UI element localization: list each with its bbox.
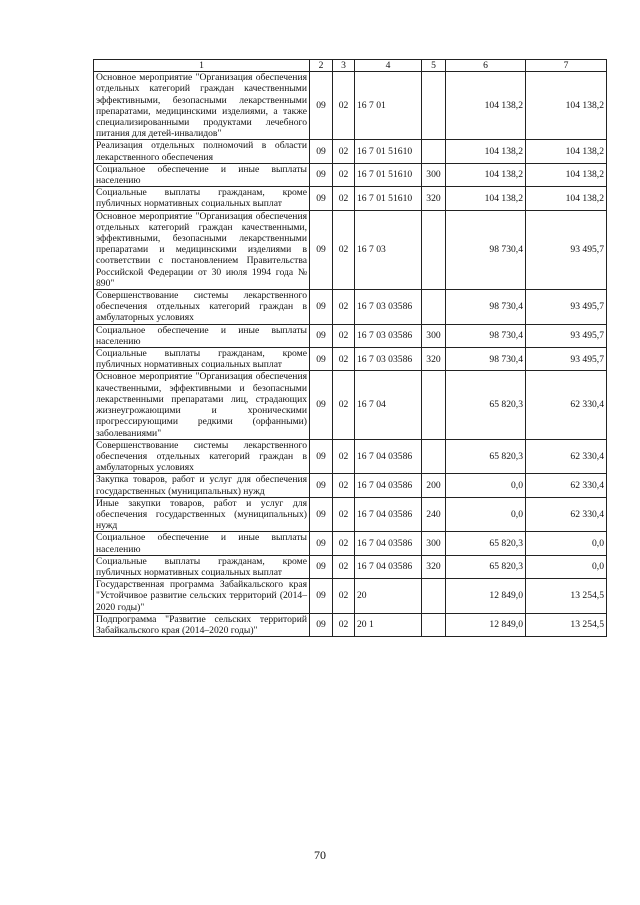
amount-year2-cell: 13 254,5 xyxy=(526,613,607,636)
subsection-cell: 02 xyxy=(333,72,355,140)
table-row xyxy=(94,613,607,636)
table-row xyxy=(94,439,607,474)
expense-type-cell xyxy=(422,579,446,614)
amount-year2-cell: 62 330,4 xyxy=(526,497,607,532)
amount-year2-cell: 62 330,4 xyxy=(526,439,607,474)
target-article-cell: 20 xyxy=(355,579,422,614)
amount-year1-cell: 12 849,0 xyxy=(446,613,526,636)
section-cell: 09 xyxy=(310,140,333,163)
header-cell: 4 xyxy=(355,60,422,72)
amount-year2-cell: 93 495,7 xyxy=(526,290,607,325)
table-row xyxy=(94,555,607,578)
amount-year2-cell: 62 330,4 xyxy=(526,474,607,497)
section-cell: 09 xyxy=(310,439,333,474)
row-name-cell: Государственная программа Забайкальского края "Устойчивое развитие сельских территорий (2014–2020 годы)" xyxy=(94,579,310,614)
target-article-cell: 16 7 04 03586 xyxy=(355,555,422,578)
expense-type-cell: 300 xyxy=(422,163,446,186)
amount-year1-cell: 98 730,4 xyxy=(446,324,526,347)
amount-year1-cell: 104 138,2 xyxy=(446,187,526,210)
row-name-cell: Социальное обеспечение и иные выплаты населению xyxy=(94,532,310,555)
table-row xyxy=(94,348,607,371)
section-cell: 09 xyxy=(310,613,333,636)
section-cell: 09 xyxy=(310,474,333,497)
section-cell: 09 xyxy=(310,72,333,140)
row-name-cell: Социальное обеспечение и иные выплаты населению xyxy=(94,324,310,347)
amount-year2-cell: 0,0 xyxy=(526,532,607,555)
section-cell: 09 xyxy=(310,532,333,555)
table-row xyxy=(94,497,607,532)
expense-type-cell xyxy=(422,210,446,289)
amount-year1-cell: 104 138,2 xyxy=(446,140,526,163)
expense-type-cell xyxy=(422,613,446,636)
subsection-cell: 02 xyxy=(333,439,355,474)
subsection-cell: 02 xyxy=(333,324,355,347)
amount-year2-cell: 62 330,4 xyxy=(526,371,607,439)
subsection-cell: 02 xyxy=(333,532,355,555)
target-article-cell: 20 1 xyxy=(355,613,422,636)
table-row xyxy=(94,371,607,439)
header-cell: 1 xyxy=(94,60,310,72)
target-article-cell: 16 7 04 03586 xyxy=(355,532,422,555)
amount-year2-cell: 93 495,7 xyxy=(526,210,607,289)
row-name-cell: Основное мероприятие "Организация обеспечения отдельных категорий граждан качественными, эффективными, безопасными лекарственными препаратами и медицинскими изделиями в соответствии с постановлением Правительства Российской Федерации от 30 июля 1994 года № 890" xyxy=(94,210,310,289)
amount-year2-cell: 104 138,2 xyxy=(526,72,607,140)
amount-year1-cell: 0,0 xyxy=(446,497,526,532)
amount-year1-cell: 0,0 xyxy=(446,474,526,497)
section-cell: 09 xyxy=(310,324,333,347)
row-name-cell: Иные закупки товаров, работ и услуг для обеспечения государственных (муниципальных) нужд xyxy=(94,497,310,532)
row-name-cell: Социальное обеспечение и иные выплаты населению xyxy=(94,163,310,186)
budget-table xyxy=(93,59,607,637)
amount-year2-cell: 93 495,7 xyxy=(526,348,607,371)
header-cell: 2 xyxy=(310,60,333,72)
target-article-cell: 16 7 03 xyxy=(355,210,422,289)
target-article-cell: 16 7 01 51610 xyxy=(355,140,422,163)
amount-year1-cell: 104 138,2 xyxy=(446,72,526,140)
row-name-cell: Социальные выплаты гражданам, кроме публичных нормативных социальных выплат xyxy=(94,555,310,578)
row-name-cell: Совершенствование системы лекарственного обеспечения отдельных категорий граждан в амбулаторных условиях xyxy=(94,290,310,325)
expense-type-cell: 300 xyxy=(422,532,446,555)
section-cell: 09 xyxy=(310,555,333,578)
amount-year2-cell: 104 138,2 xyxy=(526,140,607,163)
table-row xyxy=(94,210,607,289)
row-name-cell: Реализация отдельных полномочий в области лекарственного обеспечения xyxy=(94,140,310,163)
expense-type-cell xyxy=(422,371,446,439)
amount-year1-cell: 65 820,3 xyxy=(446,555,526,578)
section-cell: 09 xyxy=(310,290,333,325)
amount-year1-cell: 98 730,4 xyxy=(446,348,526,371)
section-cell: 09 xyxy=(310,163,333,186)
subsection-cell: 02 xyxy=(333,613,355,636)
target-article-cell: 16 7 01 xyxy=(355,72,422,140)
table-header-row xyxy=(94,60,607,72)
amount-year2-cell: 93 495,7 xyxy=(526,324,607,347)
amount-year1-cell: 98 730,4 xyxy=(446,290,526,325)
target-article-cell: 16 7 03 03586 xyxy=(355,324,422,347)
target-article-cell: 16 7 03 03586 xyxy=(355,348,422,371)
expense-type-cell xyxy=(422,72,446,140)
amount-year1-cell: 104 138,2 xyxy=(446,163,526,186)
target-article-cell: 16 7 04 03586 xyxy=(355,439,422,474)
expense-type-cell: 320 xyxy=(422,555,446,578)
row-name-cell: Подпрограмма "Развитие сельских территорий Забайкальского края (2014–2020 годы)" xyxy=(94,613,310,636)
amount-year1-cell: 12 849,0 xyxy=(446,579,526,614)
table-row xyxy=(94,187,607,210)
table-row xyxy=(94,579,607,614)
section-cell: 09 xyxy=(310,497,333,532)
header-cell: 6 xyxy=(446,60,526,72)
table-row xyxy=(94,163,607,186)
amount-year1-cell: 65 820,3 xyxy=(446,371,526,439)
expense-type-cell: 240 xyxy=(422,497,446,532)
row-name-cell: Социальные выплаты гражданам, кроме публичных нормативных социальных выплат xyxy=(94,348,310,371)
section-cell: 09 xyxy=(310,210,333,289)
table-row xyxy=(94,290,607,325)
target-article-cell: 16 7 04 xyxy=(355,371,422,439)
subsection-cell: 02 xyxy=(333,348,355,371)
subsection-cell: 02 xyxy=(333,187,355,210)
amount-year1-cell: 65 820,3 xyxy=(446,532,526,555)
section-cell: 09 xyxy=(310,371,333,439)
row-name-cell: Совершенствование системы лекарственного обеспечения отдельных категорий граждан в амбулаторных условиях xyxy=(94,439,310,474)
page-number: 70 xyxy=(314,848,326,862)
subsection-cell: 02 xyxy=(333,474,355,497)
row-name-cell: Основное мероприятие "Организация обеспечения качественными, эффективными и безопасными лекарственными препаратами лиц, страдающих жизнеугрожающими и хроническими прогрессирующими редкими (орфанными) заболеваниями" xyxy=(94,371,310,439)
row-name-cell: Закупка товаров, работ и услуг для обеспечения государственных (муниципальных) нужд xyxy=(94,474,310,497)
section-cell: 09 xyxy=(310,187,333,210)
expense-type-cell xyxy=(422,140,446,163)
expense-type-cell xyxy=(422,290,446,325)
subsection-cell: 02 xyxy=(333,163,355,186)
header-cell: 5 xyxy=(422,60,446,72)
amount-year2-cell: 104 138,2 xyxy=(526,163,607,186)
table-row xyxy=(94,72,607,140)
amount-year2-cell: 13 254,5 xyxy=(526,579,607,614)
subsection-cell: 02 xyxy=(333,371,355,439)
target-article-cell: 16 7 03 03586 xyxy=(355,290,422,325)
expense-type-cell: 300 xyxy=(422,324,446,347)
row-name-cell: Основное мероприятие "Организация обеспечения отдельных категорий граждан качественными эффективными, безопасными лекарственными препаратами, медицинскими изделиями, а также специализированными продуктами лечебного питания для детей-инвалидов" xyxy=(94,72,310,140)
expense-type-cell xyxy=(422,439,446,474)
section-cell: 09 xyxy=(310,579,333,614)
amount-year1-cell: 65 820,3 xyxy=(446,439,526,474)
row-name-cell: Социальные выплаты гражданам, кроме публичных нормативных социальных выплат xyxy=(94,187,310,210)
amount-year2-cell: 104 138,2 xyxy=(526,187,607,210)
amount-year2-cell: 0,0 xyxy=(526,555,607,578)
expense-type-cell: 320 xyxy=(422,187,446,210)
expense-type-cell: 320 xyxy=(422,348,446,371)
header-cell: 3 xyxy=(333,60,355,72)
header-cell: 7 xyxy=(526,60,607,72)
subsection-cell: 02 xyxy=(333,497,355,532)
subsection-cell: 02 xyxy=(333,140,355,163)
table-body xyxy=(94,72,607,637)
table-row xyxy=(94,532,607,555)
subsection-cell: 02 xyxy=(333,210,355,289)
subsection-cell: 02 xyxy=(333,579,355,614)
subsection-cell: 02 xyxy=(333,555,355,578)
target-article-cell: 16 7 04 03586 xyxy=(355,497,422,532)
target-article-cell: 16 7 04 03586 xyxy=(355,474,422,497)
table-row xyxy=(94,474,607,497)
table-row xyxy=(94,324,607,347)
target-article-cell: 16 7 01 51610 xyxy=(355,163,422,186)
expense-type-cell: 200 xyxy=(422,474,446,497)
subsection-cell: 02 xyxy=(333,290,355,325)
target-article-cell: 16 7 01 51610 xyxy=(355,187,422,210)
table-row xyxy=(94,140,607,163)
section-cell: 09 xyxy=(310,348,333,371)
amount-year1-cell: 98 730,4 xyxy=(446,210,526,289)
